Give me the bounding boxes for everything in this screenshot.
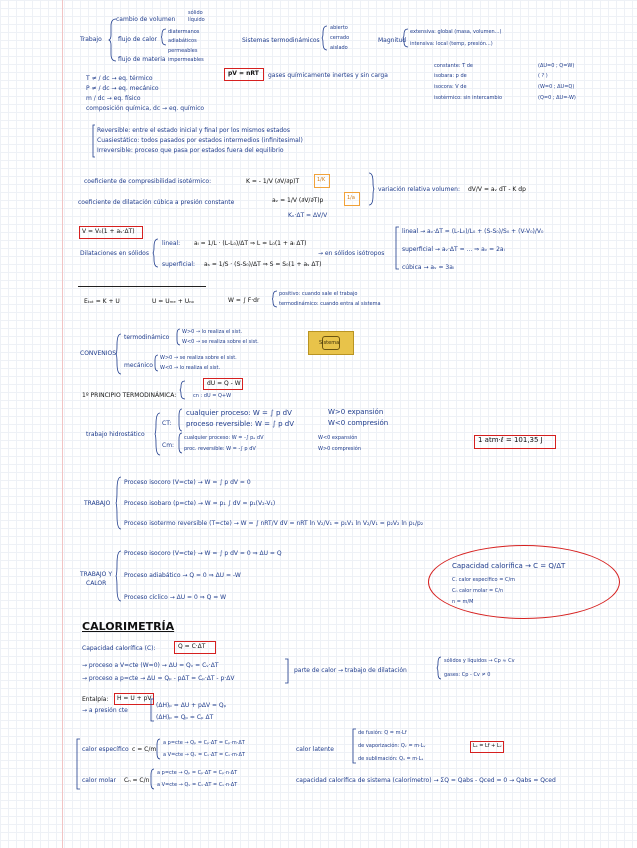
text-a-equation: aᵥ = 1/V (∂V/∂T)p <box>272 197 324 204</box>
text-c1: W>0 → lo realiza el sist. <box>182 329 243 335</box>
brace-work-processes <box>116 476 122 530</box>
text-solids-liquids: sólidos y líquidos → Cp ≈ Cv <box>444 658 515 664</box>
text-impermeable: impermeables <box>168 57 204 63</box>
brace-mech <box>154 354 159 372</box>
divider-line <box>78 286 206 287</box>
brace-heat <box>161 28 167 46</box>
text-enthalpy: Entalpía: <box>82 696 109 703</box>
text-isothermal: Proceso isotermo reversible (T=cte) → W = ∫ nRT/V dV = nRT ln V₂/V₁ = p₁V₁ ln V₂/V₁ = p₂V₂ ln p₁/p₂ <box>124 520 424 527</box>
brace-thermo <box>176 328 181 346</box>
bracket-enthalpy <box>150 698 155 722</box>
text-val1: (ΔU=0 ; Q=W) <box>538 63 575 69</box>
brace-systems <box>322 25 328 51</box>
text-superficial: superficial: <box>162 261 196 268</box>
text-solid: sólido <box>188 10 203 16</box>
text-vol-cubic: cúbica → aᵥ = 3aₗ <box>402 264 454 271</box>
text-total-energy: Eₜₒₜ = K + U <box>84 298 120 305</box>
text-cp1: cualquier proceso: W = ∫ p dV <box>186 409 292 417</box>
text-internal-energy: U = Uₘₑ + Uₙₒ <box>152 298 194 305</box>
text-a-inverse: 1/a <box>347 195 355 201</box>
text-isochoric-heat: Proceso isocoro (V=cte) → W = ∫ p dV = 0 ⇒ ΔU = Q <box>124 550 282 557</box>
text-cap-heat: Capacidad calorífica → C = Q/ΔT <box>452 562 566 570</box>
brace-solids-gases <box>437 656 442 680</box>
text-const2: isobara: p de <box>434 73 467 79</box>
text-cp2: proceso reversible: W = ∫ p dV <box>186 420 294 428</box>
text-magnitude: Magnitud <box>378 37 407 44</box>
text-system-label: Sistema <box>319 340 340 346</box>
text-dh1: (ΔH)ₚ = ΔU + pΔV = Qₚ <box>156 702 227 709</box>
text-molar-heat: Cₙ calor molar = C/n <box>452 588 504 594</box>
text-ce2: a V=cte → Qᵥ = Cᵥ·ΔT = Cᵥ·m·ΔT <box>163 752 245 758</box>
text-work-heat-1: TRABAJO Y <box>80 571 112 578</box>
text-extensive: extensiva: global (masa, volumen...) <box>410 29 502 35</box>
text-cm2: a V=cte → Qᵥ = Cᵥ·ΔT = Cᵥ·n·ΔT <box>157 782 238 788</box>
text-gases-cp: gases: Cp - Cv ≠ 0 <box>444 672 491 678</box>
text-c2: W<0 → se realiza sobre el sist. <box>182 339 259 345</box>
text-cm1: a p=cte → Qₚ = Cₚ·ΔT = Cₚ·n·ΔT <box>157 770 238 776</box>
text-rel-variation: variación relativa volumen: <box>378 186 460 193</box>
text-diathermal: diatermanos <box>168 29 200 35</box>
brace-specific <box>156 738 161 760</box>
text-work-integral: W = ∫ F·dr <box>228 297 260 304</box>
text-c4: W<0 → lo realiza el sist. <box>160 365 221 371</box>
text-closed: cerrado <box>330 35 350 41</box>
text-inert-gases: gases químicamente inertes y sin carga <box>268 72 388 79</box>
text-work-positive: positivo: cuando sale el trabajo <box>279 291 358 297</box>
text-specific-heat: C. calor específico = C/m <box>452 577 516 583</box>
text-linear: lineal: <box>162 240 181 247</box>
text-heat-capacity: Capacidad calorífica (C): <box>82 645 156 652</box>
text-expansion-work: parte de calor → trabajo de dilatación <box>294 667 407 674</box>
bracket-isotropic <box>395 226 400 270</box>
text-kt: Kᵥ·ΔT = ΔV/V <box>288 212 328 219</box>
text-adiabatic-proc: Proceso adiabático → Q = 0 ⇒ ΔU = -W <box>124 572 241 579</box>
text-du-qw: dU = Q - W <box>207 380 241 387</box>
text-const4: isotérmico: sin intercambio <box>434 95 502 101</box>
text-c3: W>0 → se realiza sobre el sist. <box>160 355 237 361</box>
text-cn-eq: Cₙ = C/n <box>124 777 150 784</box>
text-val4: (Q=0 ; ΔU=-W) <box>538 95 576 101</box>
text-q-c-dt: Q = C·ΔT <box>178 643 206 650</box>
text-compressibility: coeficiente de compresibilidad isotérmico: <box>84 178 212 185</box>
text-ideal-gas: pV = nRT <box>228 70 259 77</box>
text-adiabatic: adiabáticos <box>168 38 197 44</box>
text-ls-lf-lv: Lₛ = Lf + Lᵥ <box>473 743 502 749</box>
text-const1: constante: T de <box>434 63 473 69</box>
brace-magnitude <box>403 28 409 48</box>
text-w-compression: W<0 compresión <box>328 419 389 427</box>
text-system-capacity: capacidad calorífica de sistema (calorímetro) → ΣQ = Qabs - Qced = 0 → Qabs = Qced <box>296 777 556 784</box>
brace-variation <box>368 172 374 206</box>
text-cyclic-proc: Proceso cíclico → ΔU = 0 ⇒ Q = W <box>124 594 227 601</box>
text-thermal-eq: T ≠ / dc → eq. térmico <box>86 75 153 82</box>
text-reversible: Reversible: entre el estado inicial y final por los mismos estados <box>97 127 290 134</box>
text-k-equation: K = - 1/V (∂V/∂p)T <box>246 178 300 185</box>
text-superficial-eq: aₛ = 1/S · (S-S₀)/ΔT ⇒ S = S₀(1 + aₛ ΔT) <box>204 261 322 268</box>
text-sublimation: de sublimación: Qₛ = m·Lₛ <box>358 756 424 762</box>
text-dilatation: coeficiente de dilatación cúbica a presión constante <box>78 199 235 206</box>
text-volume-change: cambio de volumen <box>116 16 176 23</box>
text-irreversible: Irreversible: proceso que pasa por estados fuera del equilibrio <box>97 147 284 154</box>
text-heat-flow: flujo de calor <box>118 36 158 43</box>
text-rel-variation-eq: dV/V = aᵥ dT - K dp <box>468 186 526 193</box>
text-liquid: líquido <box>188 17 205 23</box>
text-chem-eq: composición química, dc → eq. químico <box>86 105 205 112</box>
text-cp4: proc. reversible: W = -∫ p dV <box>184 446 256 452</box>
text-cm: Cm: <box>162 442 175 449</box>
bracket-specific <box>76 738 81 790</box>
text-const-volume: → proceso a V=cte (W=0) → ΔU = Qᵥ = Cᵥ·ΔT <box>82 662 219 669</box>
text-n-mm: n = m/M <box>452 599 474 605</box>
text-latent-heat: calor latente <box>296 746 334 753</box>
text-mechanical: mecánico <box>124 362 153 369</box>
text-hydrostatic-work: trabajo hidrostático <box>86 431 145 438</box>
text-cp3: cualquier proceso: W = -∫ pₑ dV <box>184 435 264 441</box>
text-const3: isocora: V de <box>434 84 467 90</box>
text-w-compression2: W>0 compresión <box>318 446 362 452</box>
text-w-expansion2: W<0 expansión <box>318 435 358 441</box>
text-first-principle: 1º PRINCIPIO TERMODINÁMICA: <box>82 392 177 399</box>
system-diagram-image <box>308 331 354 355</box>
text-fusion: de fusión: Q = m·Lf <box>358 730 407 736</box>
brace-dilatation <box>153 238 159 268</box>
text-vaporization: de vaporización: Qᵥ = m·Lᵥ <box>358 743 426 749</box>
brace-work-sign <box>272 290 278 308</box>
brace-molar <box>150 768 155 790</box>
text-volume-formula: V = V₀(1 + aᵥ·ΔT) <box>82 228 135 235</box>
text-atm-conversion: 1 atm·ℓ = 101,35 J <box>478 436 543 444</box>
text-work-thermo: termodinámico: cuando entra al sistema <box>279 301 381 307</box>
brace-hydrostatic <box>155 412 161 456</box>
text-specific-heat-2: calor específico <box>82 746 129 753</box>
text-cn: cn : dU = Q+W <box>193 393 232 399</box>
text-isolated: aislado <box>330 45 348 51</box>
text-vol-linear: lineal → aᵥ·ΔT = (L-L₀)/L₀ + (S-S₀)/S₀ + (V-V₀)/V₀ <box>402 228 544 235</box>
text-dh2: (ΔH)ₚ = Qₚ = Cₚ ΔT <box>156 714 214 721</box>
brace-conventions <box>116 333 122 375</box>
heading-calorimetry: CALORIMETRÍA <box>82 620 175 633</box>
brace-first-principle <box>180 380 186 400</box>
text-c-eq: c = C/m <box>132 746 157 753</box>
text-ct: CT: <box>162 420 172 427</box>
text-phys-eq: m / dc → eq. físico <box>86 95 141 102</box>
notebook-margin-line <box>62 0 63 848</box>
text-val3: (W=0 ; ΔU=Q) <box>538 84 575 90</box>
text-ce1: a p=cte → Qₚ = Cₚ·ΔT = Cₚ·m·ΔT <box>163 740 245 746</box>
text-solid-dilatation: Dilataciones en sólidos <box>80 250 149 257</box>
text-thermo-systems: Sistemas termodinámicos <box>242 37 320 44</box>
text-const-pressure-2: → a presión cte <box>82 707 128 714</box>
bracket-latent <box>352 728 357 764</box>
text-permeable: permeables <box>168 48 198 54</box>
bracket-expansion <box>284 658 289 684</box>
brace-ct <box>178 408 183 432</box>
text-conventions: CONVENIOS <box>80 350 117 357</box>
text-trabajo: Trabajo <box>80 36 102 43</box>
brace-cm <box>178 432 183 454</box>
text-work-heat-2: CALOR <box>86 580 107 587</box>
text-open: abierto <box>330 25 348 31</box>
text-val2: ( ? ) <box>538 73 548 79</box>
text-linear-eq: aₗ = 1/L · (L-L₀)/ΔT ⇒ L = L₀(1 + aₗ ΔT) <box>194 240 307 247</box>
bracket-processes <box>92 124 96 158</box>
text-k-inverse: 1/K <box>317 177 326 183</box>
text-const-pressure: → proceso a p=cte → ΔU = Qₚ - pΔT = Cₚ·ΔT - p·ΔV <box>82 675 235 682</box>
text-isobaric: Proceso isobaro (p=cte) → W = p₁ ∫ dV = p₁(V₂-V₁) <box>124 500 276 507</box>
text-thermodynamic: termodinámico <box>124 334 170 341</box>
text-isochoric: Proceso isocoro (V=cte) → W = ∫ p dV = 0 <box>124 479 251 486</box>
text-h-u-pv: H = U + pV <box>117 695 152 702</box>
text-molar-heat-2: calor molar <box>82 777 117 784</box>
text-vol-superficial: superficial → aᵥ·ΔT = ... ⇒ aᵥ = 2aₗ <box>402 246 505 253</box>
text-w-expansion: W>0 expansión <box>328 408 384 416</box>
text-mech-eq: P ≠ / dc → eq. mecánico <box>86 85 159 92</box>
text-work-title: TRABAJO <box>84 500 111 507</box>
text-intensive: intensiva: local (temp, presión...) <box>410 41 493 47</box>
brace-work-heat <box>116 550 122 602</box>
text-isotropic: → en sólidos isótropos <box>318 250 385 257</box>
text-matter-flow: flujo de materia <box>118 56 166 63</box>
text-quasistatic: Cuasiestático: todos pasados por estados intermedios (infinitesimal) <box>97 137 303 144</box>
brace-work <box>109 18 117 62</box>
